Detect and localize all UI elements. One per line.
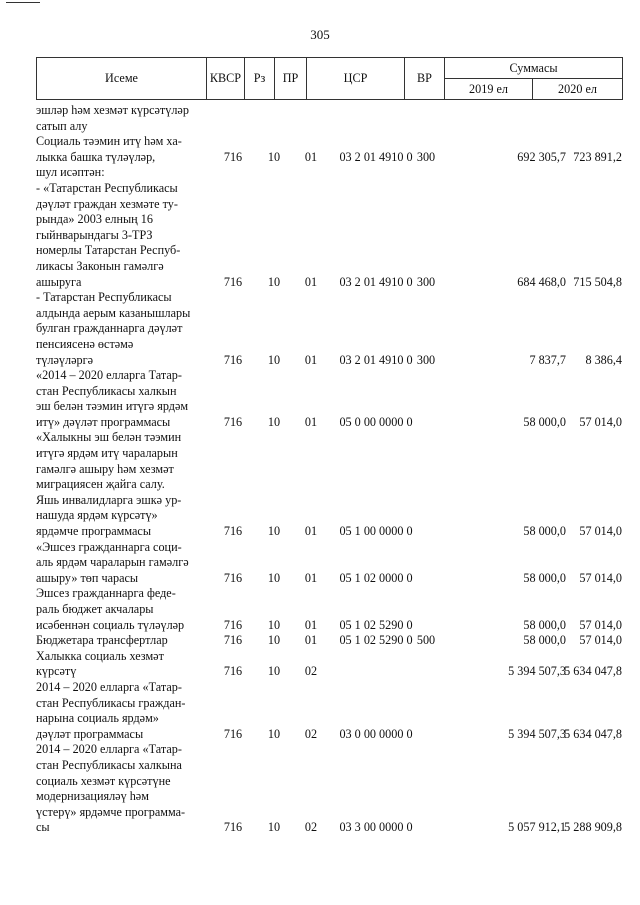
row-values — [36, 165, 622, 181]
row-name-line: сы — [36, 820, 50, 835]
cell-csr: 05 1 00 0000 0 — [339, 524, 413, 539]
cell-csr: 03 2 01 4910 0 — [339, 352, 413, 367]
header-pr: ПР — [275, 58, 307, 100]
cell-csr: 05 1 02 5290 0 — [339, 617, 413, 632]
cell-pr: 02 — [304, 820, 318, 835]
cell-sum-2020: 57 014,0 — [579, 524, 622, 539]
cell-csr: 05 0 00 0000 0 — [339, 414, 413, 429]
cell-kvsr: 716 — [223, 274, 243, 289]
cell-sum-2020: 57 014,0 — [579, 414, 622, 429]
cell-pr: 01 — [304, 352, 318, 367]
table-row — [36, 368, 622, 430]
table-row — [36, 134, 622, 165]
row-name-line: Яшь инвалидларга эшкә ур- — [36, 492, 182, 507]
cell-sum-2020: 5 288 909,8 — [564, 820, 622, 835]
header-kvsr: КВСР — [207, 58, 245, 100]
cell-kvsr: 716 — [223, 149, 243, 164]
row-name-line: - Татарстан Республикасы — [36, 290, 172, 305]
table-row — [36, 680, 622, 742]
row-name-line: модернизацияләү һәм — [36, 789, 149, 804]
cell-sum-2019: 692 305,7 — [517, 149, 566, 164]
cell-csr: 05 1 02 0000 0 — [339, 570, 413, 585]
row-name-line: миграциясен җайга салу. — [36, 477, 165, 492]
row-values — [36, 353, 622, 369]
row-name-line: «Эшсез гражданнарга соци- — [36, 539, 182, 554]
cell-kvsr: 716 — [223, 570, 243, 585]
cell-pr: 01 — [304, 617, 318, 632]
cell-vr: 300 — [416, 274, 436, 289]
cell-sum-2019: 5 394 507,3 — [508, 726, 566, 741]
cell-vr: 500 — [416, 633, 436, 648]
table-row — [36, 165, 622, 181]
row-name-line: дәүләт программасы — [36, 726, 144, 741]
table-body — [36, 103, 622, 836]
cell-pr: 01 — [304, 414, 318, 429]
cell-pr: 01 — [304, 149, 318, 164]
cell-sum-2020: 57 014,0 — [579, 633, 622, 648]
row-name-line: социаль хезмәт күрсәтүне — [36, 773, 171, 788]
cell-sum-2020: 5 634 047,8 — [564, 726, 622, 741]
cell-sum-2020: 715 504,8 — [573, 274, 622, 289]
row-name-line: үстерү» ярдәмче программа- — [36, 804, 186, 819]
table-row — [36, 181, 622, 290]
cell-kvsr: 716 — [223, 414, 243, 429]
row-values — [36, 664, 622, 680]
row-name-line: итүгә ярдәм итү чараларын — [36, 446, 178, 461]
cell-sum-2020: 57 014,0 — [579, 617, 622, 632]
row-name-line: гамәлгә ашыру һәм хезмәт — [36, 461, 174, 476]
cell-rz: 10 — [267, 820, 281, 835]
table-row — [36, 742, 622, 836]
header-name: Исеме — [37, 58, 207, 100]
cell-csr: 05 1 02 5290 0 — [339, 633, 413, 648]
row-name-line: сатып алу — [36, 118, 88, 133]
cell-sum-2019: 58 000,0 — [523, 633, 566, 648]
row-name-line: түләүләргә — [36, 352, 93, 367]
table-row — [36, 649, 622, 680]
cell-kvsr: 716 — [223, 352, 243, 367]
row-name-line: 2014 – 2020 елларга «Татар- — [36, 679, 182, 694]
row-values — [36, 820, 622, 836]
row-values — [36, 275, 622, 291]
page-number: 305 — [310, 27, 330, 42]
row-name-line: булган гражданнарга дәүләт — [36, 321, 183, 336]
cell-sum-2019: 58 000,0 — [523, 414, 566, 429]
table-row — [36, 290, 622, 368]
table-row — [36, 430, 622, 539]
cell-rz: 10 — [267, 726, 281, 741]
row-name-line: дәүләт граждан хезмәте ту- — [36, 196, 178, 211]
row-name-line: нашуда ярдәм күрсәтү» — [36, 508, 158, 523]
row-name-line: номерлы Татарстан Респуб- — [36, 243, 181, 258]
cell-pr: 01 — [304, 570, 318, 585]
row-name-line: итү» дәүләт программасы — [36, 414, 171, 429]
cell-sum-2019: 58 000,0 — [523, 570, 566, 585]
header-sums: Суммасы — [445, 58, 623, 79]
row-name-line: пенсиясенә өстәмә — [36, 336, 134, 351]
cell-pr: 01 — [304, 524, 318, 539]
row-values — [36, 415, 622, 431]
row-name-line: Бюджетара трансфертлар — [36, 633, 168, 648]
row-name-line: ашыруга — [36, 274, 82, 289]
cell-kvsr: 716 — [223, 726, 243, 741]
cell-kvsr: 716 — [223, 524, 243, 539]
row-name-line: ликасы Законын гамәлгә — [36, 258, 164, 273]
cell-rz: 10 — [267, 524, 281, 539]
cell-pr: 01 — [304, 633, 318, 648]
cell-rz: 10 — [267, 414, 281, 429]
cell-rz: 10 — [267, 274, 281, 289]
row-name-line: «2014 – 2020 елларга Татар- — [36, 368, 182, 383]
row-values — [36, 633, 622, 649]
cell-sum-2020: 57 014,0 — [579, 570, 622, 585]
row-name-line: стан Республикасы халкын — [36, 383, 177, 398]
cell-sum-2020: 5 634 047,8 — [564, 664, 622, 679]
row-name-line: ашыру» төп чарасы — [36, 570, 139, 585]
table-row — [36, 586, 622, 633]
row-name-line: исәбеннән социаль түләүләр — [36, 617, 185, 632]
row-name-line: стан Республикасы граждан- — [36, 695, 186, 710]
cell-kvsr: 716 — [223, 633, 243, 648]
row-name-line: Эшсез гражданнарга феде- — [36, 586, 176, 601]
cell-pr: 01 — [304, 274, 318, 289]
row-values — [36, 524, 622, 540]
header-2020: 2020 ел — [533, 79, 623, 100]
row-name-line: гыйнварындагы 3-ТРЗ — [36, 227, 153, 242]
table-row — [36, 633, 622, 649]
top-rule — [6, 2, 40, 3]
cell-rz: 10 — [267, 352, 281, 367]
cell-sum-2019: 684 468,0 — [517, 274, 566, 289]
cell-rz: 10 — [267, 664, 281, 679]
cell-vr: 300 — [416, 352, 436, 367]
header-rz: Рз — [245, 58, 275, 100]
cell-pr: 02 — [304, 726, 318, 741]
cell-rz: 10 — [267, 633, 281, 648]
cell-kvsr: 716 — [223, 617, 243, 632]
row-name-line: ярдәмче программасы — [36, 524, 152, 539]
row-name-line: Социаль тәэмин итү һәм ха- — [36, 134, 182, 149]
row-values — [36, 119, 622, 135]
row-name-line: нарына социаль ярдәм» — [36, 711, 159, 726]
cell-kvsr: 716 — [223, 664, 243, 679]
row-name-line: шул исәптән: — [36, 165, 105, 180]
cell-sum-2019: 58 000,0 — [523, 524, 566, 539]
row-values — [36, 150, 622, 166]
table-header — [36, 57, 623, 100]
row-name-line: раль бюджет акчалары — [36, 602, 154, 616]
row-values — [36, 618, 622, 634]
row-name-line: эшләр һәм хезмәт күрсәтүләр — [36, 103, 189, 117]
row-name-line: лыкка башка түләүләр, — [36, 149, 156, 164]
row-name-line: рында» 2003 елның 16 — [36, 212, 153, 227]
cell-sum-2019: 58 000,0 — [523, 617, 566, 632]
row-values — [36, 727, 622, 743]
cell-sum-2020: 723 891,2 — [573, 149, 622, 164]
cell-rz: 10 — [267, 570, 281, 585]
row-name-line: 2014 – 2020 елларга «Татар- — [36, 742, 182, 757]
cell-kvsr: 716 — [223, 820, 243, 835]
cell-sum-2019: 5 057 912,1 — [508, 820, 566, 835]
cell-pr: 02 — [304, 664, 318, 679]
cell-csr: 03 0 00 0000 0 — [339, 726, 413, 741]
cell-csr: 03 3 00 0000 0 — [339, 820, 413, 835]
row-name-line: алдында аерым казанышлары — [36, 305, 191, 320]
cell-rz: 10 — [267, 149, 281, 164]
row-name-line: Халыкка социаль хезмәт — [36, 648, 164, 663]
table-row — [36, 103, 622, 134]
cell-sum-2020: 8 386,4 — [585, 352, 622, 367]
row-name-line: аль ярдәм чараларын гамәлгә — [36, 555, 189, 570]
cell-rz: 10 — [267, 617, 281, 632]
header-vr: ВР — [405, 58, 445, 100]
table-row — [36, 540, 622, 587]
cell-sum-2019: 5 394 507,3 — [508, 664, 566, 679]
row-name-line: «Халыкны эш белән тәэмин — [36, 430, 182, 445]
cell-csr: 03 2 01 4910 0 — [339, 149, 413, 164]
row-name-line: эш белән тәэмин итүгә ярдәм — [36, 399, 189, 414]
cell-vr: 300 — [416, 149, 436, 164]
header-csr: ЦСР — [307, 58, 405, 100]
row-name-line: күрсәтү — [36, 664, 77, 679]
cell-csr: 03 2 01 4910 0 — [339, 274, 413, 289]
row-name-line: стан Республикасы халкына — [36, 757, 182, 772]
row-name-line: - «Татарстан Республикасы — [36, 180, 178, 195]
header-2019: 2019 ел — [445, 79, 533, 100]
row-values — [36, 571, 622, 587]
cell-sum-2019: 7 837,7 — [529, 352, 566, 367]
